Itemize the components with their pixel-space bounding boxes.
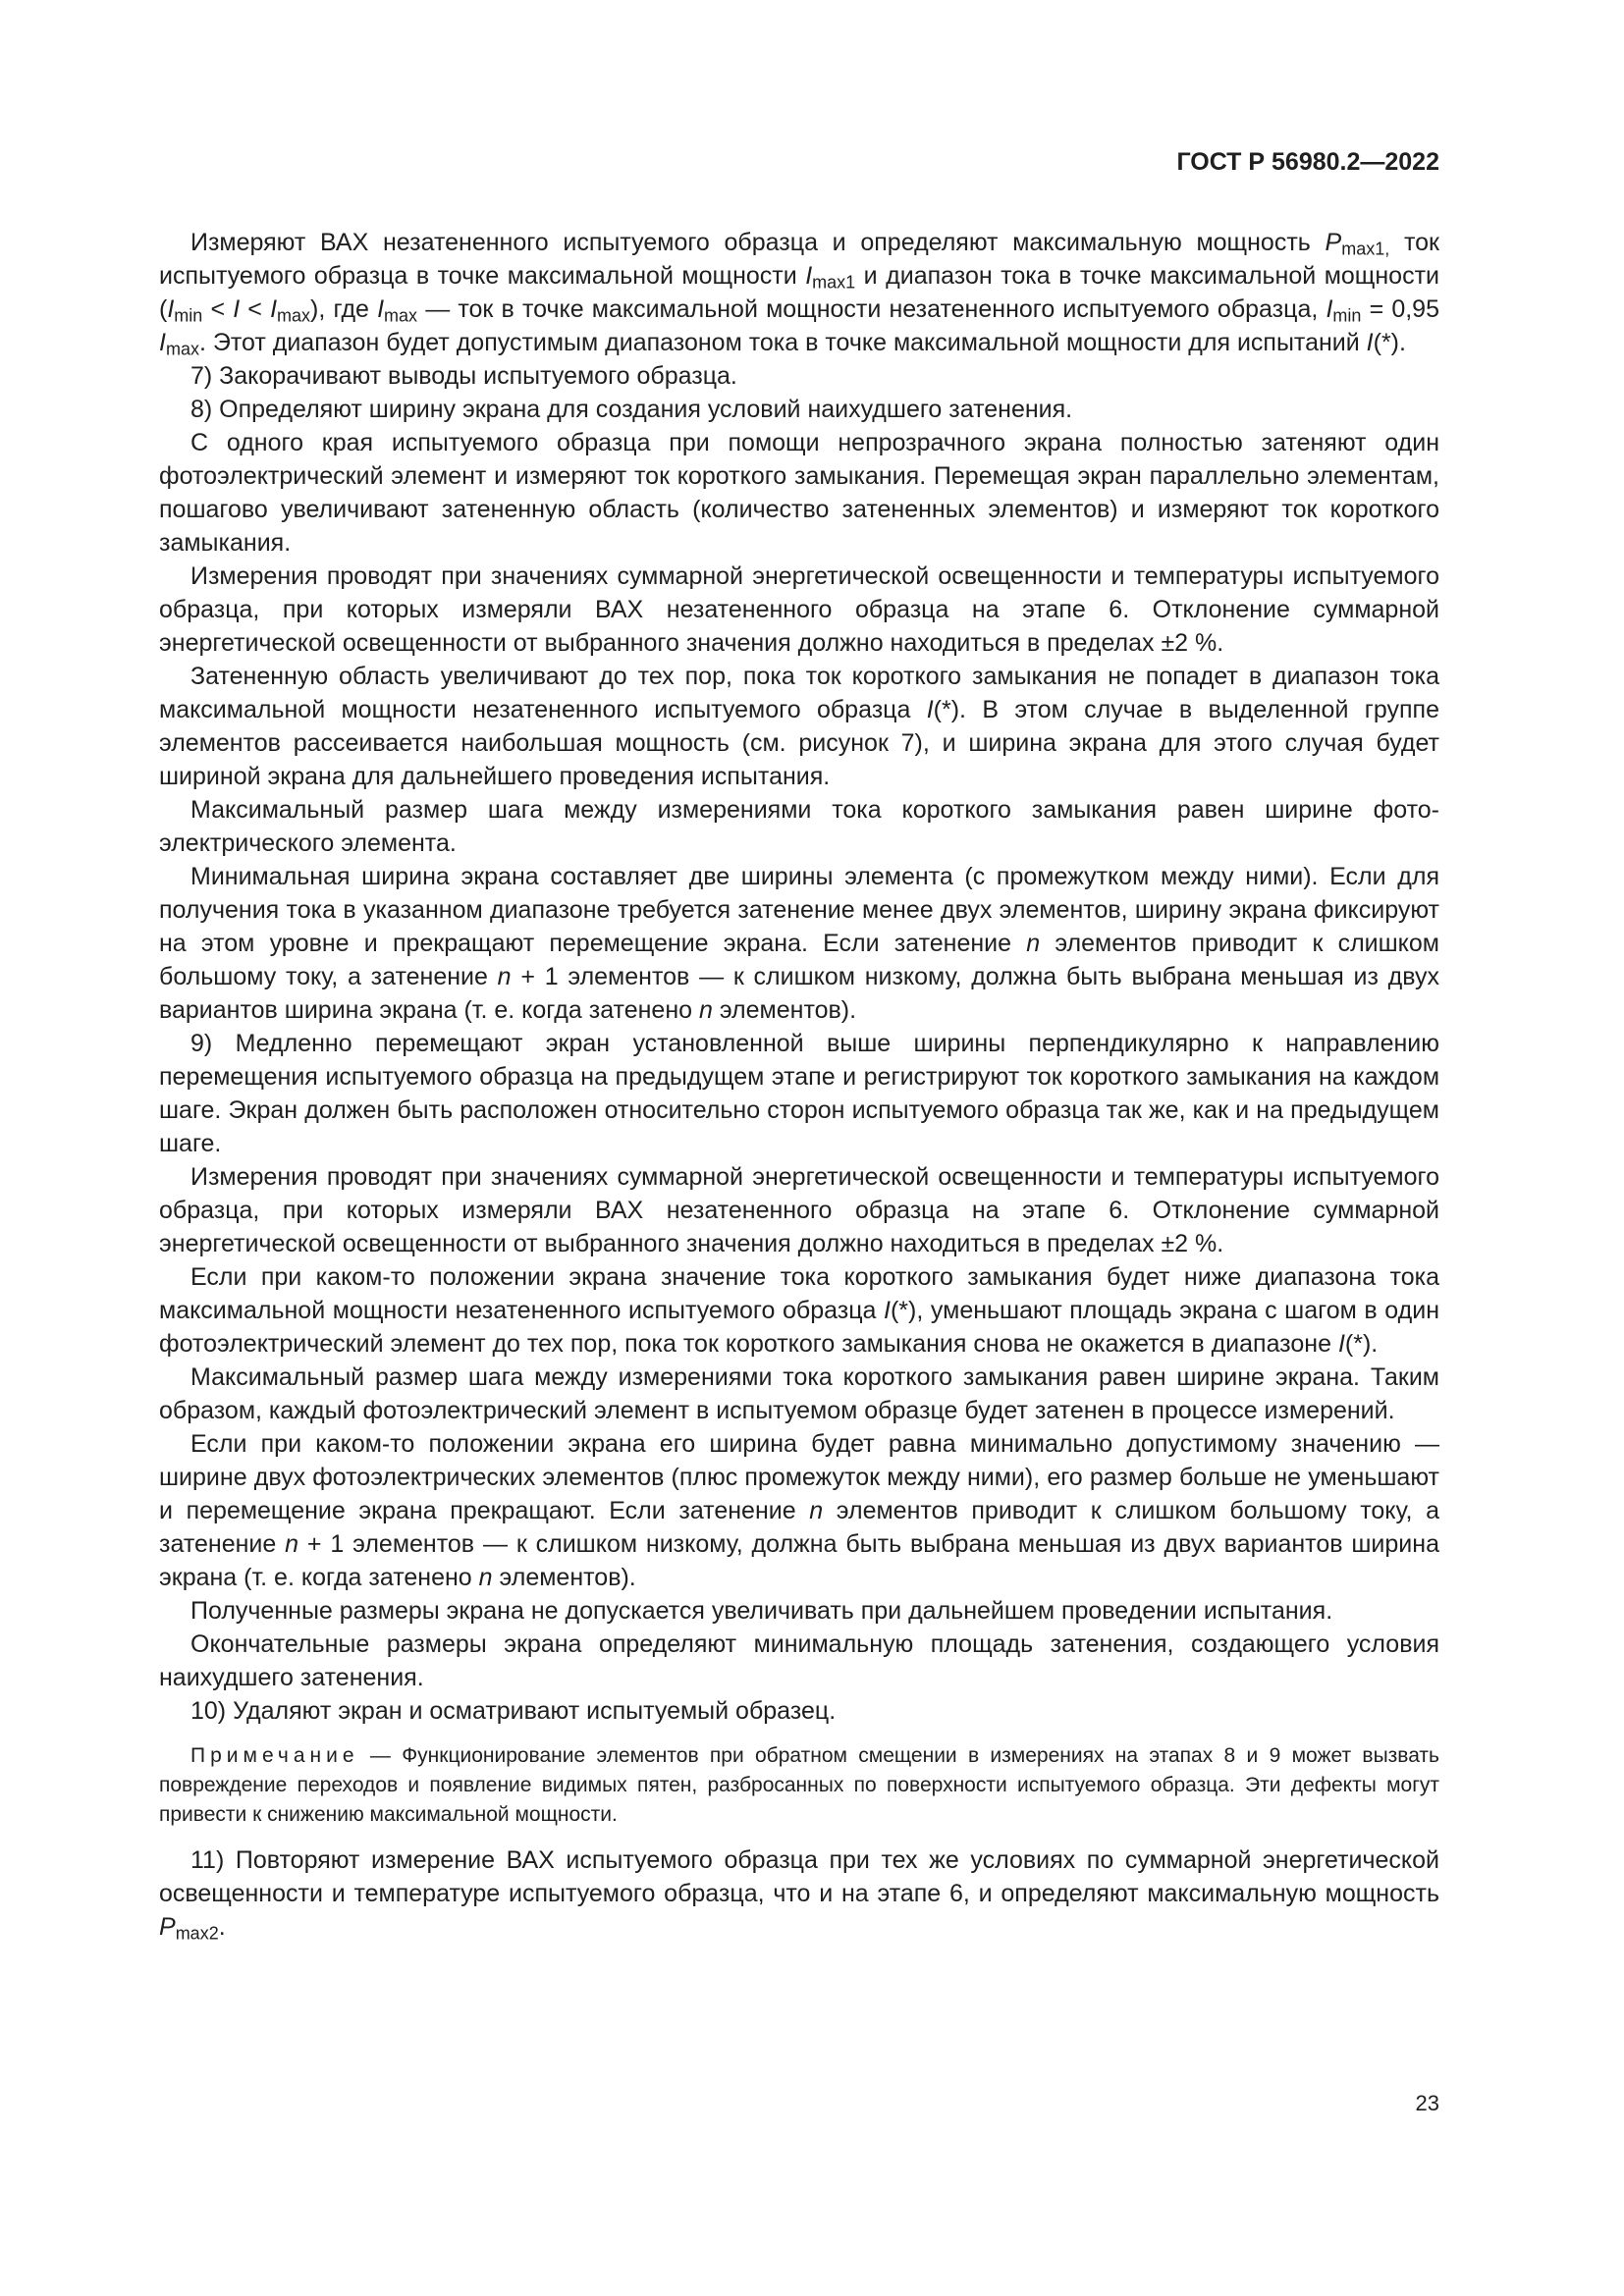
paragraph-measurement-conditions-2: Измерения проводят при значениях суммарной энергетической освещенности и температуры испытуемого образца, при которых измеряли ВАХ незатененного образца на этапе 6. Отклонение суммарной энергетической освещенности от выбранного значения должно находиться в пределах ±2 %. [159,1163,1439,1257]
paragraph-min-width: Минимальная ширина экрана составляет две ширины элемента (с промежутком между ними). Если для получения тока в указанном диапазоне требуется затенение менее двух элементов, ширину экрана фиксируют на этом уровне и прекращают перемещение экрана. Если затенение n элементов приводит к слишком большому току, а затенение n + 1 элементов — к слишком низкому, должна быть выбрана меньшая из двух вариантов ширина экрана (т. е. когда затенено n элементов). [159,863,1439,1024]
paragraph-step-size-1: Максимальный размер шага между измерениями тока короткого замыкания равен ширине фотоэлектрического элемента. [159,796,1439,857]
document-body [159,226,1439,1944]
step-9: 9) Медленно перемещают экран установленной выше ширины перпендикулярно к направлению перемещения испытуемого образца на предыдущем этапе и регистрируют ток короткого замыкания на каждом шаге. Экран должен быть расположен относительно сторон испытуемого образца так же, как и на предыдущем шаге. [159,1030,1439,1157]
page-number: 23 [1415,2091,1439,2115]
step-10: 10) Удаляют экран и осматривают испытуемый образец. [190,1697,837,1725]
paragraph-final-dimensions: Окончательные размеры экрана определяют минимальную площадь затенения, создающего условия наихудшего затенения. [159,1630,1439,1691]
note-label: Примечание [190,1744,359,1767]
paragraph-min-allowed-width: Если при каком-то положении экрана его ширина будет равна минимально допустимому значению — ширине двух фотоэлектрических элементов (плюс промежуток между ними), его размер больше не уменьшают и перемещение экрана прекращают. Если затенение n элементов приводит к слишком большому току, а затенение n + 1 элементов — к слишком низкому, должна быть выбрана меньшая из двух вариантов ширина экрана (т. е. когда затенено n элементов). [159,1430,1439,1591]
step-8: 8) Определяют ширину экрана для создания условий наихудшего затенения. [190,396,1073,423]
paragraph-no-increase: Полученные размеры экрана не допускается увеличивать при дальнейшем проведении испытания. [190,1597,1333,1625]
note [159,1741,1439,1830]
paragraph-step-size-2: Максимальный размер шага между измерениями тока короткого замыкания равен ширине экрана. Таким образом, каждый фотоэлектрический элемент в испытуемом образце будет затенен в процессе измерений. [159,1363,1439,1424]
paragraph-current-below-range: Если при каком-то положении экрана значение тока короткого замыкания будет ниже диапазона тока максимальной мощности незатененного испытуемого образца I(*), уменьшают площадь экрана с шагом в один фотоэлектрический элемент до тех пор, пока ток короткого замыкания снова не окажется в диапазоне I(*). [159,1263,1439,1358]
paragraph-measure-vax: Измеряют ВАХ незатененного испытуемого образца и определяют максимальную мощность $P_{max1,}$ ток испытуемого образца в точке максимальной мощности $I_{max1}$ и диапазон тока в точке максимальной мощности $(I_{min} < I < I_{max})$, где $I_{max}$ — ток в точке максимальной мощности незатененного испытуемого образца, $I_{min} = 0,95$ $I_{max}$. Этот диапазон будет допустимым диапазоном тока в точке максимальной мощности для испытаний I(*). [159,229,1440,359]
step-7: 7) Закорачивают выводы испытуемого образца. [190,362,737,390]
paragraph-measurement-conditions-1: Измерения проводят при значениях суммарной энергетической освещенности и температуры испытуемого образца, при которых измеряли ВАХ незатененного образца на этапе 6. Отклонение суммарной энергетической освещенности от выбранного значения должно находиться в пределах ±2 %. [159,562,1439,657]
step-11: 11) Повторяют измерение ВАХ испытуемого образца при тех же условиях по суммарной энергетической освещенности и температуре испытуемого образца, что и на этапе 6, и определяют максимальную мощность $P_{max2}$. [159,1846,1439,1944]
paragraph-shaded-area: Затененную область увеличивают до тех пор, пока ток короткого замыкания не попадет в диапазон тока максимальной мощности незатененного испытуемого образца I(*). В этом случае в выделенной группе элементов рассеивается наибольшая мощность (см. рисунок 7), и ширина экрана для этого случая будет шириной экрана для дальнейшего проведения испытания. [159,663,1439,790]
note-text: — Функционирование элементов при обратном смещении в измерениях на этапах 8 и 9 может вызвать повреждение переходов и появление видимых пятен, разбросанных по поверхности испытуемого образца. Эти дефекты могут привести к снижению максимальной мощности. [159,1744,1439,1826]
paragraph-shading-procedure: С одного края испытуемого образца при помощи непрозрачного экрана полностью затеняют один фотоэлектрический элемент и измеряют ток короткого замыкания. Перемещая экран параллельно элементам, пошагово увеличивают затененную область (количество затененных элементов) и измеряют ток короткого замыкания. [159,429,1439,557]
document-header: ГОСТ Р 56980.2—2022 [1176,148,1439,176]
